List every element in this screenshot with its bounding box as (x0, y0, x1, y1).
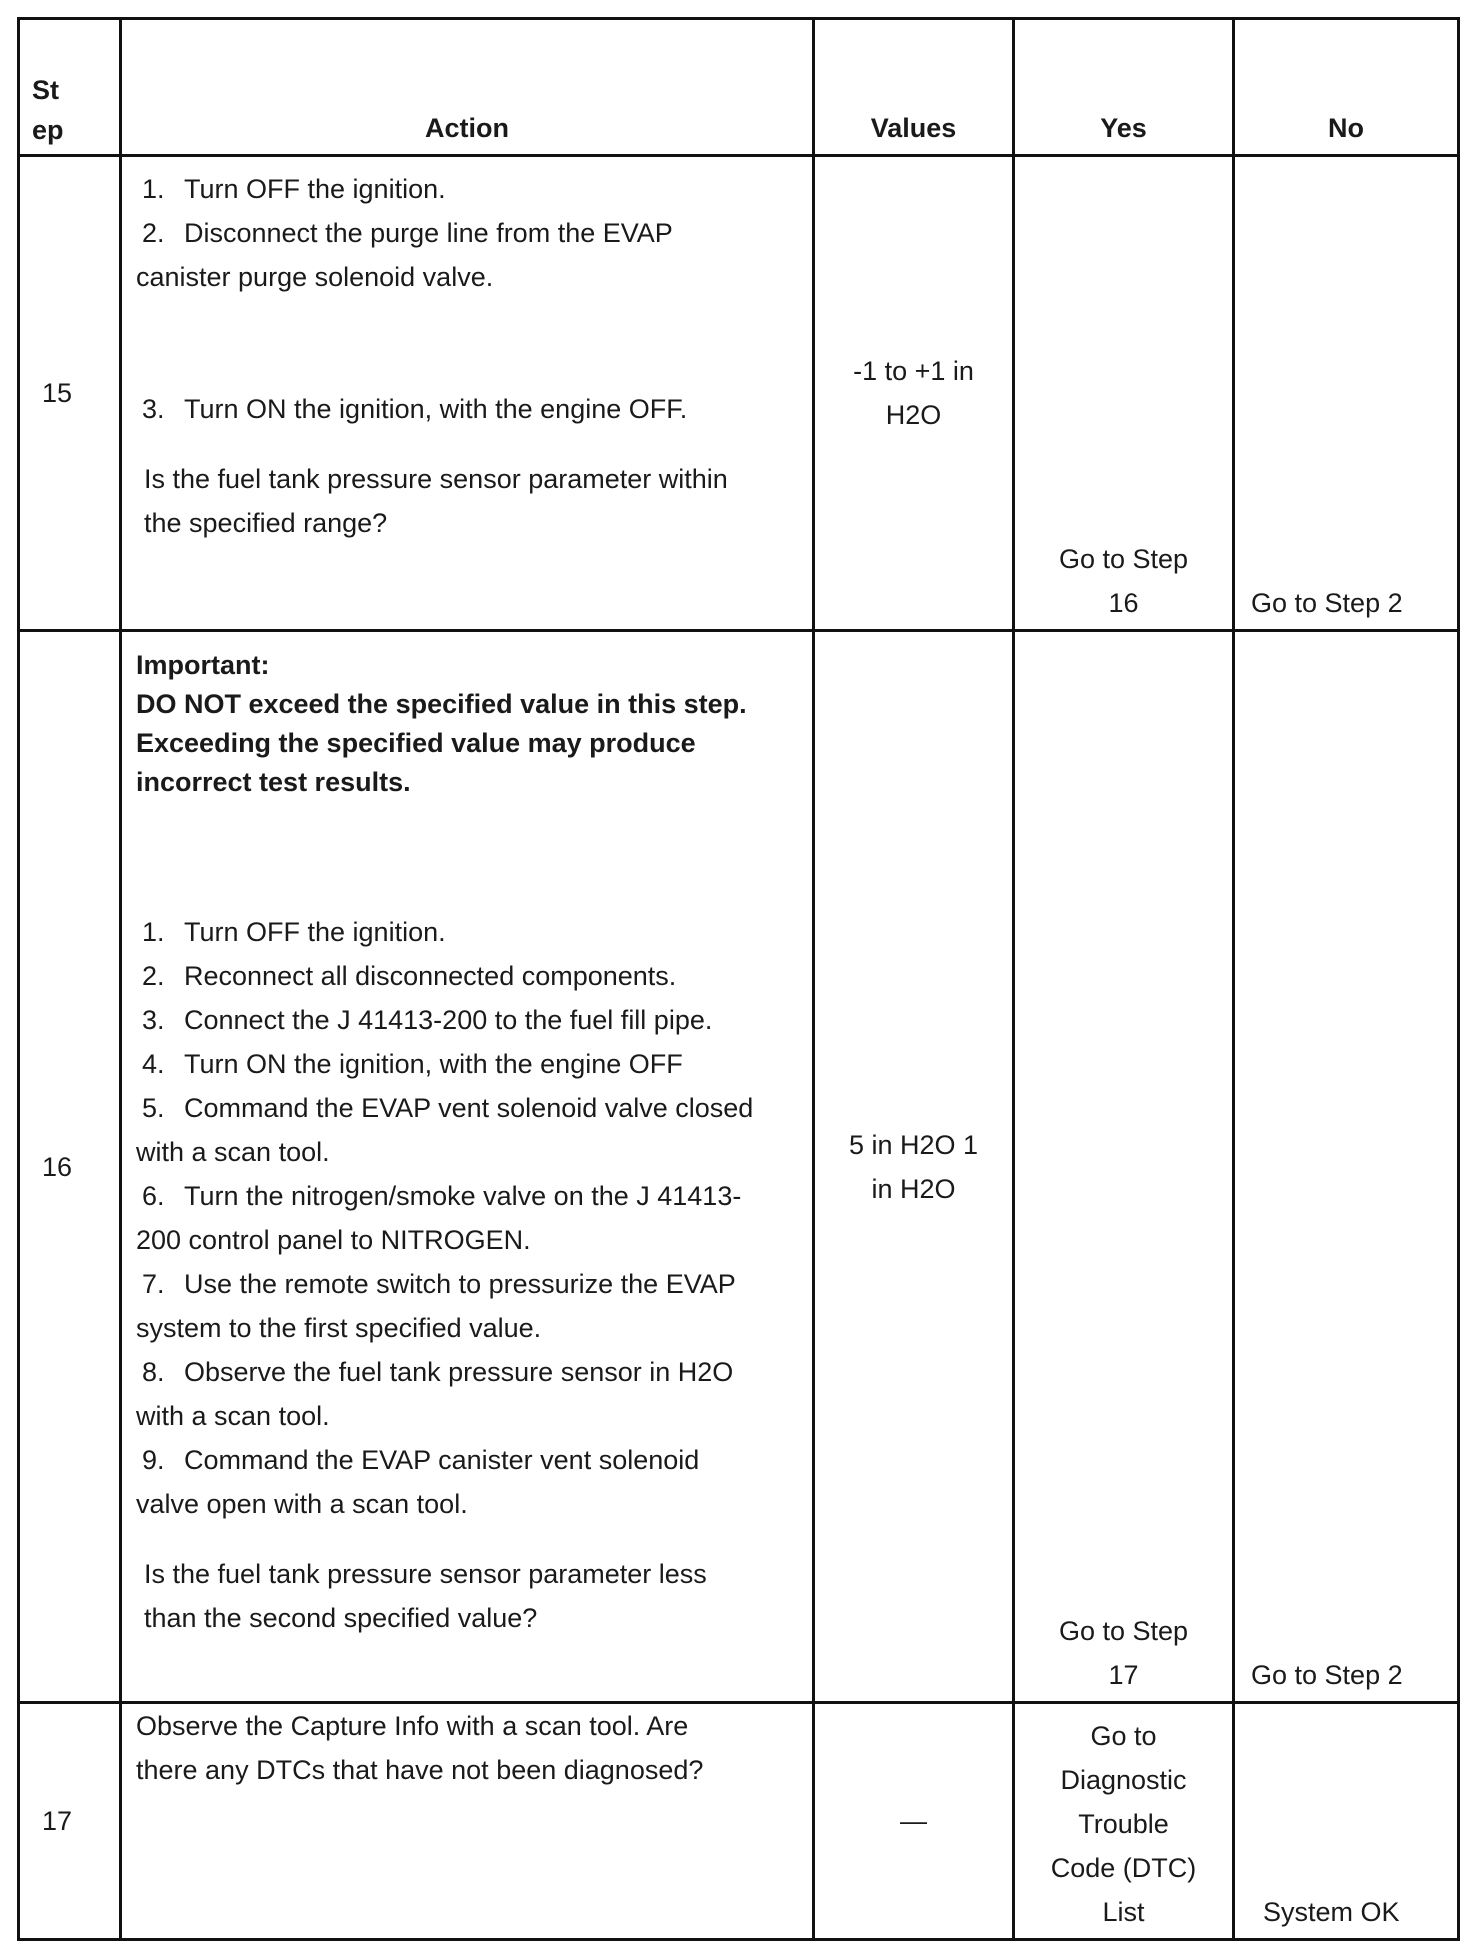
action-item: 5. Command the EVAP vent solenoid valve closed with a scan tool. (136, 1093, 754, 1167)
step-number: 16 (42, 1151, 73, 1182)
action-item: 3. Connect the J 41413-200 to the fuel fill pipe. (142, 1005, 713, 1035)
header-action: Action (121, 19, 814, 156)
table-header-row (19, 19, 1459, 156)
no-result: Go to Step 2 (1251, 588, 1403, 618)
no-result: Go to Step 2 (1251, 1660, 1403, 1690)
table-row-step-16 (19, 631, 1459, 1703)
values-cell (814, 156, 1014, 631)
yes-cell (1014, 1703, 1234, 1940)
yes-result: Go to Diagnostic Trouble Code (DTC) List (1050, 1721, 1197, 1927)
step-number-cell (19, 156, 121, 631)
action-question: Is the fuel tank pressure sensor parameter less than the second specified value? (144, 1559, 707, 1633)
action-item: 2. Disconnect the purge line from the EVAP canister purge solenoid valve. (136, 218, 673, 292)
yes-cell (1014, 156, 1234, 631)
step-number: 15 (42, 378, 73, 408)
no-cell (1234, 631, 1459, 1703)
action-item: 9. Command the EVAP canister vent solenoid valve open with a scan tool. (136, 1445, 700, 1519)
values-text: 5 in H2O 1 in H2O (848, 1129, 979, 1204)
values-text: -1 to +1 in H2O (853, 356, 974, 430)
no-result: System OK (1263, 1897, 1400, 1927)
action-item: 8. Observe the fuel tank pressure sensor in H2O with a scan tool. (136, 1357, 734, 1431)
diagnostic-table (17, 17, 1460, 1941)
table-row-step-15 (19, 156, 1459, 631)
yes-result: Go to Step 17 (1058, 1616, 1189, 1690)
action-cell (121, 1703, 814, 1940)
values-text: — (900, 1806, 927, 1836)
action-item: 1. Turn OFF the ignition. (142, 174, 446, 204)
action-cell (121, 631, 814, 1703)
action-question: Is the fuel tank pressure sensor parameter within the specified range? (144, 464, 728, 538)
no-cell (1234, 1703, 1459, 1940)
header-values: Values (814, 19, 1014, 156)
action-item: 4. Turn ON the ignition, with the engine OFF (142, 1049, 683, 1079)
step-number: 17 (42, 1806, 73, 1836)
important-label: Important: (136, 650, 270, 680)
yes-cell (1014, 631, 1234, 1703)
step-number-cell (19, 1703, 121, 1940)
yes-result: Go to Step 16 (1058, 544, 1189, 618)
action-item: 6. Turn the nitrogen/smoke valve on the J 41413-200 control panel to NITROGEN. (136, 1181, 742, 1255)
header-yes: Yes (1014, 19, 1234, 156)
values-cell (814, 631, 1014, 1703)
values-cell (814, 1703, 1014, 1940)
action-item: 1. Turn OFF the ignition. (142, 917, 446, 947)
header-step: St ep (19, 19, 121, 156)
important-note (136, 642, 762, 802)
important-text: DO NOT exceed the specified value in this step. Exceeding the specified value may produce incorrect test results. (136, 689, 747, 797)
header-no: No (1234, 19, 1459, 156)
step-number-cell (19, 631, 121, 1703)
table-row-step-17 (19, 1703, 1459, 1940)
action-item: 3. Turn ON the ignition, with the engine OFF. (142, 394, 688, 424)
action-item: 7. Use the remote switch to pressurize the EVAP system to the first specified value. (136, 1269, 736, 1343)
no-cell (1234, 156, 1459, 631)
action-item: 2. Reconnect all disconnected components. (142, 961, 677, 991)
action-text: Observe the Capture Info with a scan tool. Are there any DTCs that have not been diagnosed? (136, 1711, 704, 1785)
action-cell (121, 156, 814, 631)
